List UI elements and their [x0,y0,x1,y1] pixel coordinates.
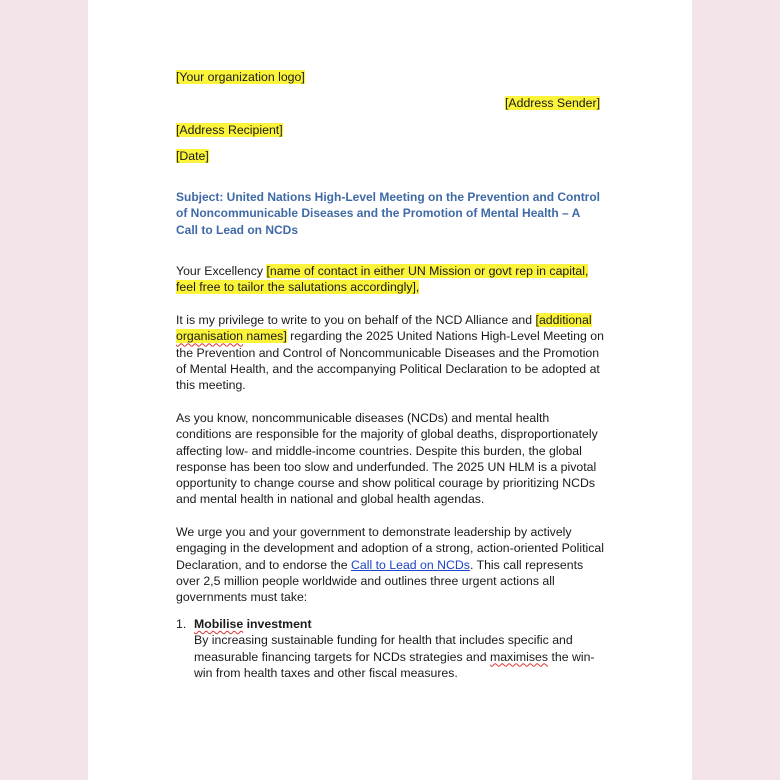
logo-placeholder-line [176,69,305,85]
intro-text-a: It is my privilege to write to you on behalf of the NCD Alliance and [176,313,536,327]
paragraph-context: As you know, noncommunicable diseases (NCDs) and mental health conditions are responsible for the majority of global deaths, disproportionately affecting low- and middle-income countries. Despite this burden, the global response has been too slow and underfunded. The 2025 UN HLM is a pivotal opportunity to change course and show political courage by prioritizing NCDs and mental health in national and global health agendas. [176,411,598,507]
list-item-text-squig: maximises [489,649,549,664]
address-recipient-line [176,122,283,138]
list-item-title-a: Mobilise [194,617,244,631]
org-names-placeholder-c: names] [243,329,287,344]
call-text-a: We urge you and your government to demonstrate leadership by actively engaging in the development and adoption of a strong, action-oriented Political Declaration, and to endorse the [176,525,604,572]
salutation [176,263,604,296]
date-placeholder[interactable]: [Date] [176,149,209,163]
list-item-body [194,616,604,681]
list-item-text-a: By increasing sustainable funding for health that includes specific and measurable financing targets for NCDs strategies and [194,633,573,664]
document-page [88,0,692,780]
list-number: 1. [176,617,187,631]
org-names-placeholder-b: organisation [176,329,243,344]
call-to-lead-link[interactable]: Call to Lead on NCDs [351,557,470,572]
paragraph-intro [176,312,604,393]
call-text-b: . This call represents over 2,5 million people worldwide and outlines three urgent actions all governments must take: [176,557,584,605]
salutation-placeholder[interactable]: [name of contact in either UN Mission or govt rep in capital, feel free to tailor the salutations accordingly], [176,264,589,295]
list-item-title-b: investment [243,617,312,631]
org-names-placeholder-a: [additional [535,313,592,327]
date-line [176,148,209,164]
paragraph-call [176,524,604,605]
intro-text-b: regarding the 2025 United Nations High-Level Meeting on the Prevention and Control of Noncommunicable Diseases and the Promotion of Mental Health, and the accompanying Political Declaration to be adopted at this meeting. [176,329,604,393]
address-recipient[interactable]: [Address Recipient] [176,123,283,137]
subject-line: Subject: United Nations High-Level Meeting on the Prevention and Control of Noncommunicable Diseases and the Promotion of Mental Health – A Call to Lead on NCDs [176,190,601,237]
address-sender-line [176,95,600,111]
list-item-title [194,616,604,632]
salutation-text: Your Excellency [176,264,267,278]
list-item-text-b: the win-win from health taxes and other fiscal measures. [194,649,595,680]
action-list-item [176,616,604,686]
address-sender[interactable]: [Address Sender] [504,96,600,110]
list-item-text [194,632,604,681]
logo-placeholder[interactable]: [Your organization logo] [176,70,305,84]
